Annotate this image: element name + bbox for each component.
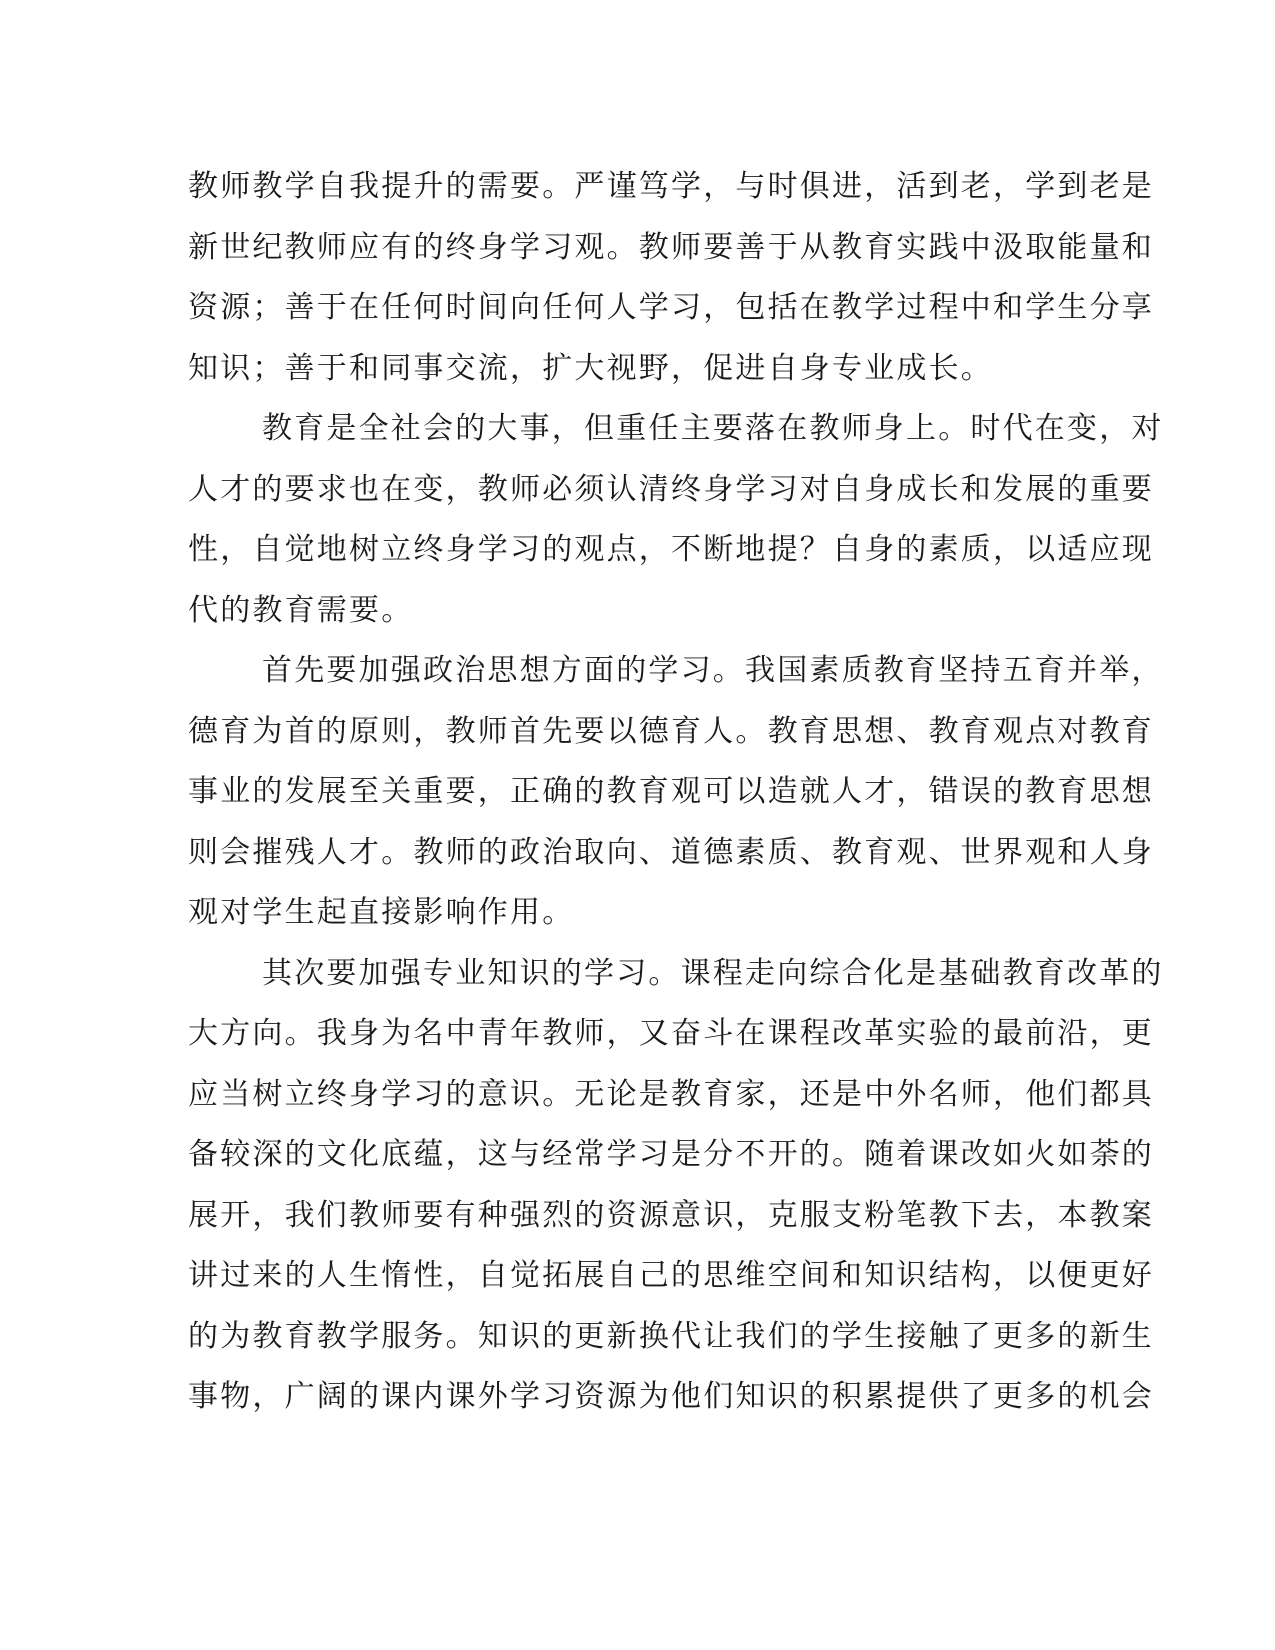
text-line: 教师教学自我提升的需要。严谨笃学，与时俱进，活到老，学到老是 (188, 169, 1154, 204)
text-line: 展开，我们教师要有种强烈的资源意识，克服支粉笔教下去，本教案 (188, 1197, 1154, 1233)
text-line: 资源；善于在任何时间向任何人学习，包括在教学过程中和学生分享 (188, 290, 1154, 325)
text-line: 讲过来的人生惰性，自觉拓展自己的思维空间和知识结构，以便更好 (188, 1258, 1154, 1293)
body-text (188, 157, 1164, 1428)
text-line: 则会摧残人才。教师的政治取向、道德素质、教育观、世界观和人身 (188, 834, 1154, 870)
text-line: 观对学生起直接影响作用。 (188, 895, 575, 930)
text-line: 应当树立终身学习的意识。无论是教育家，还是中外名师，他们都具 (188, 1076, 1154, 1112)
text-line: 事物，广阔的课内课外学习资源为他们知识的积累提供了更多的机会 (188, 1379, 1154, 1414)
paragraph-first-line: 首先要加强政治思想方面的学习。我国素质教育坚持五育并举， (262, 653, 1164, 688)
text-line: 的为教育教学服务。知识的更新换代让我们的学生接触了更多的新生 (188, 1318, 1154, 1354)
text-line: 性，自觉地树立终身学习的观点，不断地提？自身的素质，以适应现 (188, 532, 1154, 567)
text-line: 人才的要求也在变，教师必须认清终身学习对自身成长和发展的重要 (188, 471, 1154, 507)
paragraph-first-line: 其次要加强专业知识的学习。课程走向综合化是基础教育改革的 (262, 955, 1164, 991)
text-line: 德育为首的原则，教师首先要以德育人。教育思想、教育观点对教育 (188, 713, 1154, 749)
text-line: 新世纪教师应有的终身学习观。教师要善于从教育实践中汲取能量和 (188, 229, 1154, 265)
text-line: 知识；善于和同事交流，扩大视野，促进自身专业成长。 (188, 350, 993, 386)
text-line: 事业的发展至关重要，正确的教育观可以造就人才，错误的教育思想 (188, 774, 1154, 809)
text-line: 备较深的文化底蕴，这与经常学习是分不开的。随着课改如火如荼的 (188, 1137, 1154, 1172)
text-line: 代的教育需要。 (188, 592, 414, 628)
paragraph-first-line: 教育是全社会的大事，但重任主要落在教师身上。时代在变，对 (262, 411, 1164, 446)
text-line: 大方向。我身为名中青年教师，又奋斗在课程改革实验的最前沿，更 (188, 1016, 1154, 1051)
